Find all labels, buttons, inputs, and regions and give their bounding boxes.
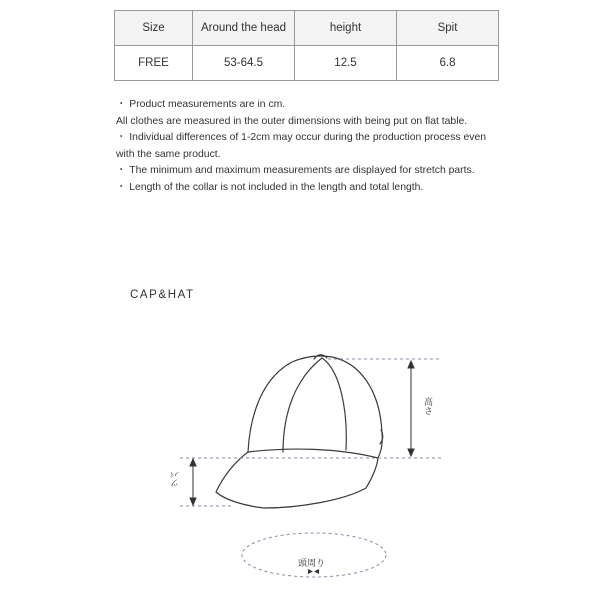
cell-spit: 6.8 [397, 46, 499, 81]
cell-size: FREE [115, 46, 193, 81]
height-label: 高さ [423, 397, 433, 415]
header-around-the-head: Around the head [193, 11, 295, 46]
note-differences: ・ Individual differences of 1-2cm may occur during the production process even with the same product. [116, 132, 487, 160]
header-size: Size [115, 11, 193, 46]
cap-crown-base [248, 449, 378, 458]
brim-arrow-bottom [190, 498, 196, 505]
note-collar: ・ Length of the collar is not included in the length and total length. [116, 181, 424, 193]
header-spit: Spit [397, 11, 499, 46]
cap-crown-outline [248, 356, 382, 458]
cap-center-seam [283, 358, 322, 452]
cap-back-seam [322, 358, 346, 450]
brim-label: ツバ [170, 470, 180, 488]
height-arrow-top [408, 361, 414, 368]
cell-around-the-head: 53-64.5 [193, 46, 295, 81]
note-unit: ・ Product measurements are in cm. [116, 99, 286, 110]
circumference-label: 頭周り [298, 558, 326, 568]
cap-button-icon [314, 355, 327, 359]
circumference-marker-icon [308, 569, 319, 574]
cap-brim [216, 452, 378, 508]
note-flat-measure: All clothes are measured in the outer dimensions with being put on flat table. [116, 115, 468, 127]
brim-arrow-top [190, 459, 196, 466]
header-height: height [295, 11, 397, 46]
note-stretch: ・ The minimum and maximum measurements are displayed for stretch parts. [116, 165, 475, 176]
cell-height: 12.5 [295, 46, 397, 81]
diagram-title: CAP&HAT [130, 289, 195, 301]
height-arrow-bottom [408, 449, 414, 456]
circumference-guide [242, 533, 386, 577]
